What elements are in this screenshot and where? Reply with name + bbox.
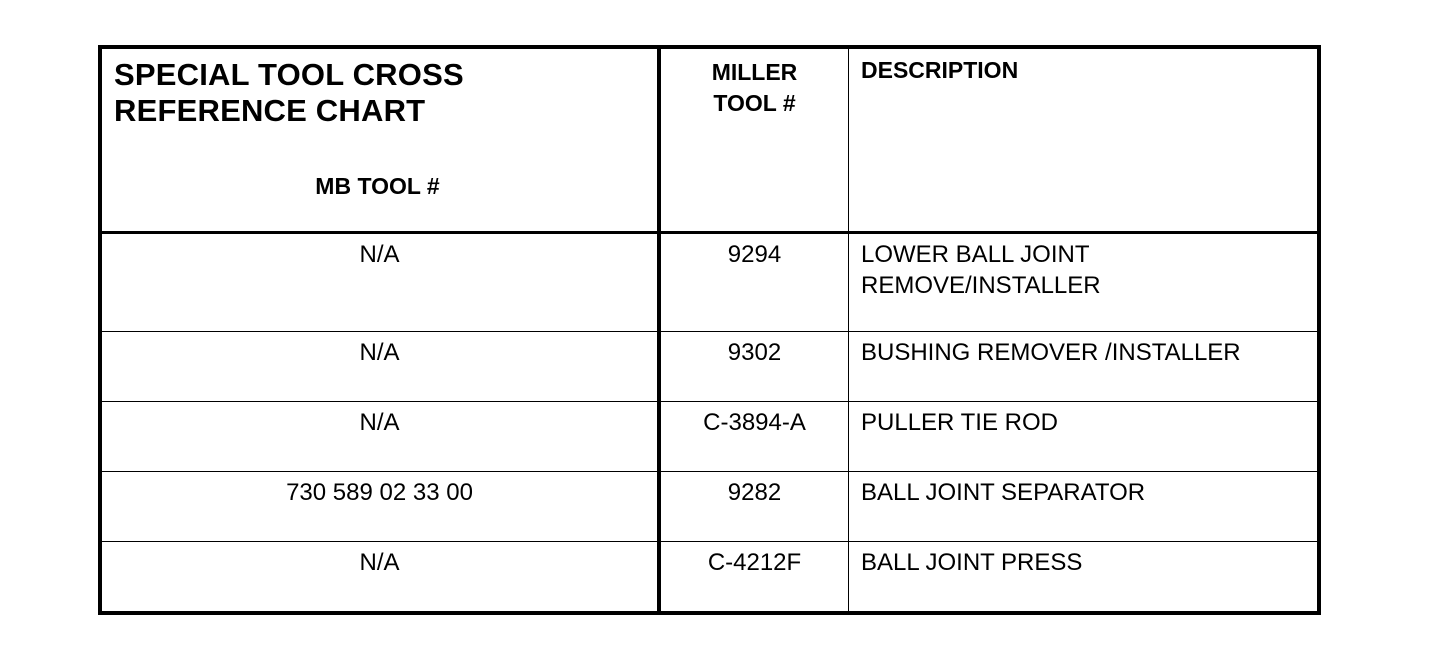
chart-title-line-2: REFERENCE CHART bbox=[114, 93, 426, 128]
chart-title-line-1: SPECIAL TOOL CROSS bbox=[114, 57, 464, 92]
description-cell bbox=[849, 233, 1320, 332]
description-cell: BUSHING REMOVER /INSTALLER bbox=[849, 332, 1320, 402]
mb-tool-cell: N/A bbox=[100, 542, 659, 614]
miller-header-line-1: MILLER bbox=[711, 59, 798, 85]
mb-tool-cell: N/A bbox=[100, 332, 659, 402]
mb-tool-header-cell bbox=[100, 47, 659, 233]
table-row bbox=[100, 332, 1319, 402]
miller-header-line-2: TOOL # bbox=[713, 90, 796, 116]
miller-tool-header-cell bbox=[659, 47, 849, 233]
description-line-1: LOWER BALL JOINT bbox=[861, 241, 1090, 268]
description-cell: PULLER TIE ROD bbox=[849, 402, 1320, 472]
mb-tool-column-header: MB TOOL # bbox=[315, 173, 440, 199]
mb-tool-cell: N/A bbox=[100, 402, 659, 472]
miller-tool-cell: 9282 bbox=[659, 472, 849, 542]
description-cell: BALL JOINT PRESS bbox=[861, 549, 1083, 576]
chart-title bbox=[102, 49, 657, 129]
mb-tool-cell: N/A bbox=[100, 233, 659, 332]
table-header-row bbox=[100, 47, 1319, 233]
miller-tool-cell: 9294 bbox=[659, 233, 849, 332]
description-cell: BALL JOINT SEPARATOR bbox=[849, 472, 1320, 542]
table-row bbox=[100, 233, 1319, 332]
miller-tool-cell: C-4212F bbox=[659, 542, 849, 614]
miller-tool-cell: 9302 bbox=[659, 332, 849, 402]
description-column-header: DESCRIPTION bbox=[861, 57, 1019, 83]
table-row bbox=[100, 542, 1319, 614]
description-header-cell bbox=[849, 47, 1320, 233]
table-row bbox=[100, 402, 1319, 472]
mb-tool-cell: 730 589 02 33 00 bbox=[100, 472, 659, 542]
description-line-2: REMOVE/INSTALLER bbox=[861, 272, 1101, 299]
miller-tool-cell: C-3894-A bbox=[659, 402, 849, 472]
table-row bbox=[100, 472, 1319, 542]
special-tool-cross-reference-table bbox=[98, 45, 1321, 615]
miller-tool-column-header bbox=[661, 49, 848, 119]
